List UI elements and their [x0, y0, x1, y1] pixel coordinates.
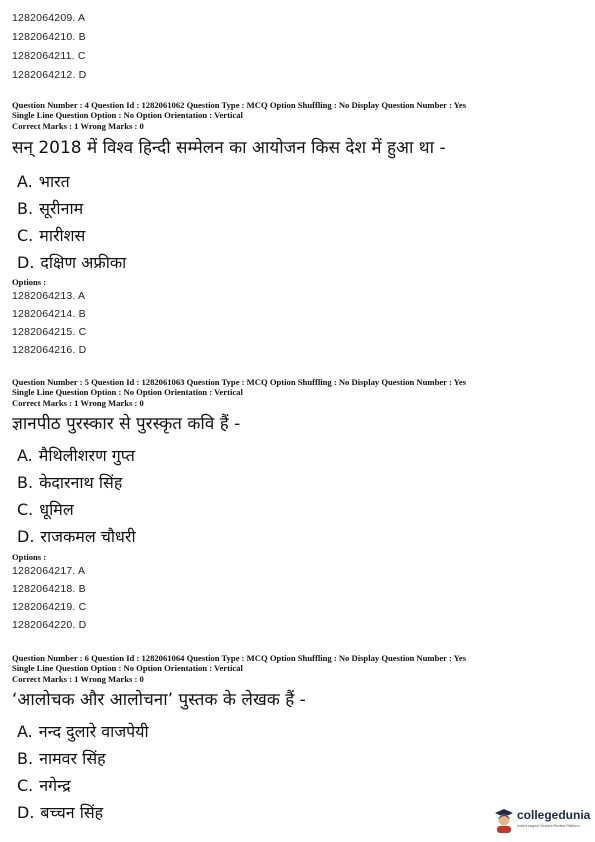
choice-letter: C. — [17, 226, 34, 245]
choice-letter: B. — [17, 199, 34, 218]
choice-text: भारत — [38, 172, 70, 191]
answer-choice — [17, 525, 136, 547]
choice-letter: B. — [17, 473, 34, 492]
collegedunia-logo — [493, 807, 593, 835]
choice-letter: A. — [17, 722, 33, 741]
choice-letter: B. — [17, 749, 34, 768]
answer-choice — [17, 801, 103, 823]
answer-choice — [17, 498, 74, 520]
logo-tagline: India's largest Student Review Platform — [517, 824, 580, 828]
answer-choice — [17, 747, 106, 769]
option-id: 1282064209. A — [12, 12, 86, 24]
question-meta-line: Question Number : 5 Question Id : 1282061063 Question Type : MCQ Option Shuffling : No Display Question Number : Yes — [12, 377, 467, 387]
answer-choice — [17, 251, 126, 273]
option-id: 1282064215. C — [12, 326, 87, 338]
options-label: Options : — [12, 552, 47, 562]
choice-letter: D. — [17, 527, 35, 546]
question-meta-line: Question Number : 4 Question Id : 1282061062 Question Type : MCQ Option Shuffling : No Display Question Number : Yes — [12, 100, 467, 110]
choice-letter: D. — [17, 253, 35, 272]
answer-choice — [17, 197, 83, 219]
choice-text: धूमिल — [39, 500, 74, 519]
question-marks: Correct Marks : 1 Wrong Marks : 0 — [12, 121, 144, 131]
question-meta-line: Single Line Question Option : No Option Orientation : Vertical — [12, 387, 243, 397]
choice-text: नन्द दुलारे वाजपेयी — [38, 722, 149, 741]
option-id: 1282064220. D — [12, 619, 87, 631]
question-text: ज्ञानपीठ पुरस्कार से पुरस्कृत कवि हैं - — [12, 414, 241, 434]
choice-letter: D. — [17, 803, 35, 822]
question-marks: Correct Marks : 1 Wrong Marks : 0 — [12, 398, 144, 408]
answer-choice — [17, 444, 135, 466]
choice-letter: A. — [17, 172, 33, 191]
answer-choice — [17, 774, 71, 796]
answer-choice — [17, 720, 149, 742]
option-id: 1282064212. D — [12, 69, 87, 81]
choice-letter: C. — [17, 776, 34, 795]
answer-choice — [17, 471, 122, 493]
question-meta-line: Question Number : 6 Question Id : 1282061064 Question Type : MCQ Option Shuffling : No Display Question Number : Yes — [12, 653, 467, 663]
option-id: 1282064218. B — [12, 583, 86, 595]
option-id: 1282064213. A — [12, 290, 86, 302]
choice-text: सूरीनाम — [39, 199, 84, 218]
choice-letter: C. — [17, 500, 34, 519]
choice-letter: A. — [17, 446, 33, 465]
choice-text: मारीशस — [39, 226, 86, 245]
option-id: 1282064210. B — [12, 31, 86, 43]
answer-choice — [17, 170, 70, 192]
choice-text: नगेन्द्र — [39, 776, 71, 795]
choice-text: केदारनाथ सिंह — [39, 473, 123, 492]
question-marks: Correct Marks : 1 Wrong Marks : 0 — [12, 674, 144, 684]
choice-text: नामवर सिंह — [39, 749, 106, 768]
option-id: 1282064214. B — [12, 308, 86, 320]
choice-text: मैथिलीशरण गुप्त — [38, 446, 135, 465]
question-text: ‘आलोचक और आलोचना’ पुस्तक के लेखक हैं - — [12, 690, 306, 710]
question-text: सन् 2018 में विश्व हिन्दी सम्मेलन का आयोजन किस देश में हुआ था - — [12, 138, 446, 158]
option-id: 1282064217. A — [12, 565, 86, 577]
question-meta-line: Single Line Question Option : No Option Orientation : Vertical — [12, 663, 243, 673]
choice-text: राजकमल चौधरी — [40, 527, 136, 546]
logo-wordmark: collegedunia — [517, 808, 591, 822]
question-meta-line: Single Line Question Option : No Option Orientation : Vertical — [12, 110, 243, 120]
options-label: Options : — [12, 277, 47, 287]
option-id: 1282064211. C — [12, 50, 86, 62]
option-id: 1282064219. C — [12, 601, 87, 613]
choice-text: दक्षिण अफ्रीका — [40, 253, 127, 272]
option-id: 1282064216. D — [12, 344, 87, 356]
graduate-mascot-icon — [493, 807, 515, 833]
choice-text: बच्चन सिंह — [40, 803, 104, 822]
answer-choice — [17, 224, 85, 246]
